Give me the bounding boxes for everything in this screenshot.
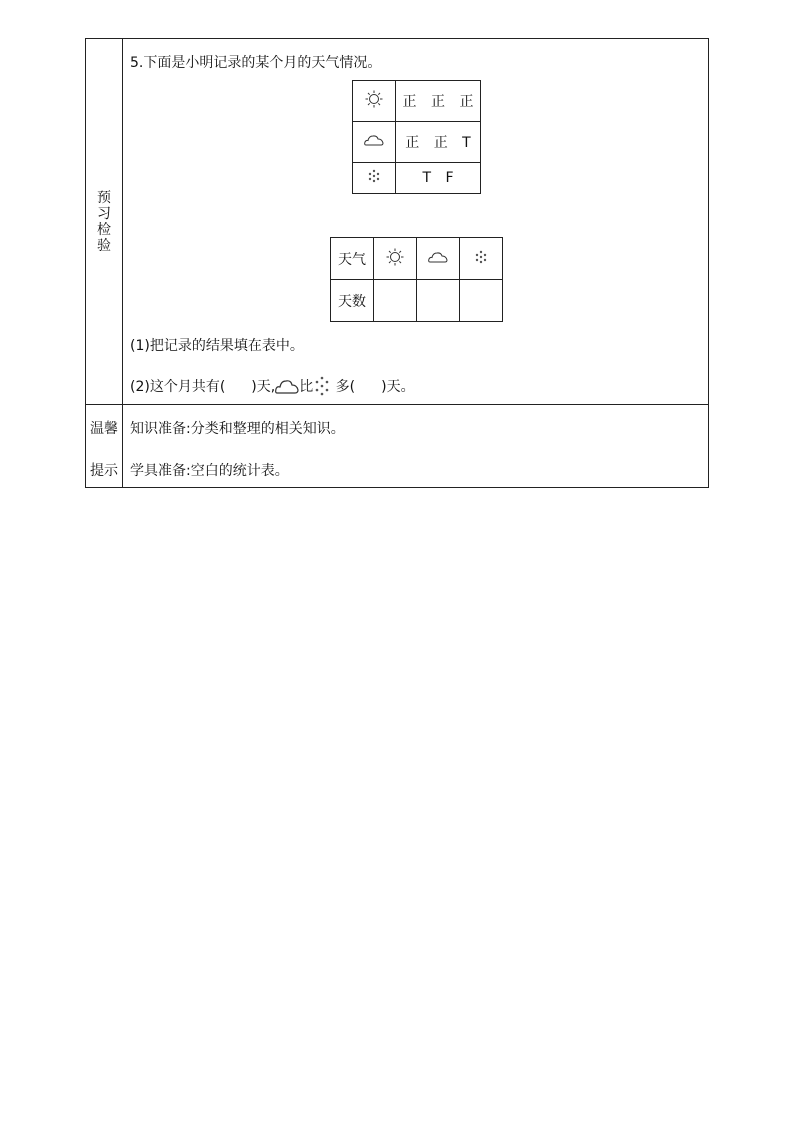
- tally-row: [353, 163, 481, 194]
- preview-char: 预: [97, 190, 111, 206]
- tally-marks: 正 正 正: [396, 81, 481, 122]
- question-title: 5.下面是小明记录的某个月的天气情况。: [130, 55, 382, 71]
- tally-table: [352, 80, 481, 194]
- weather-header: 天气: [331, 238, 374, 280]
- snow-icon: [460, 238, 503, 280]
- snow-icon: [353, 163, 396, 194]
- tally-row: [353, 81, 481, 122]
- days-row: [331, 280, 503, 322]
- knowledge-tip: 知识准备:分类和整理的相关知识。: [130, 421, 345, 437]
- preview-char: 验: [97, 238, 111, 254]
- days-label: 天数: [331, 280, 374, 322]
- preview-char: 检: [97, 222, 111, 238]
- row-divider: [85, 404, 709, 405]
- tally-row: [353, 122, 481, 163]
- column-divider: [122, 38, 123, 488]
- cloud-icon: [417, 238, 460, 280]
- fill-in-table: [330, 237, 503, 322]
- cloud-icon: [353, 122, 396, 163]
- sun-icon: [374, 238, 417, 280]
- part-2-segment: )天。: [381, 379, 415, 395]
- cloud-icon: [275, 378, 299, 394]
- answer-cell-cloudy[interactable]: [417, 280, 460, 322]
- preview-check-label: [86, 190, 122, 254]
- part-2-segment: 多(: [335, 379, 356, 395]
- snow-icon: [313, 376, 331, 396]
- tips-label-line1: 温馨: [90, 421, 118, 437]
- tips-label-line2: 提示: [90, 463, 118, 479]
- part-2-segment: (2)这个月共有(: [130, 379, 226, 395]
- answer-cell-sunny[interactable]: [374, 280, 417, 322]
- tally-marks: T F: [396, 163, 481, 194]
- part-2-text: [130, 376, 415, 396]
- part-2-segment: )天,: [251, 379, 276, 395]
- tools-tip: 学具准备:空白的统计表。: [130, 463, 289, 479]
- part-1-text: (1)把记录的结果填在表中。: [130, 338, 304, 354]
- sun-icon: [353, 81, 396, 122]
- tally-marks: 正 正 T: [396, 122, 481, 163]
- part-2-segment: 比: [299, 379, 314, 395]
- answer-cell-snowy[interactable]: [460, 280, 503, 322]
- weather-row: [331, 238, 503, 280]
- preview-char: 习: [97, 206, 111, 222]
